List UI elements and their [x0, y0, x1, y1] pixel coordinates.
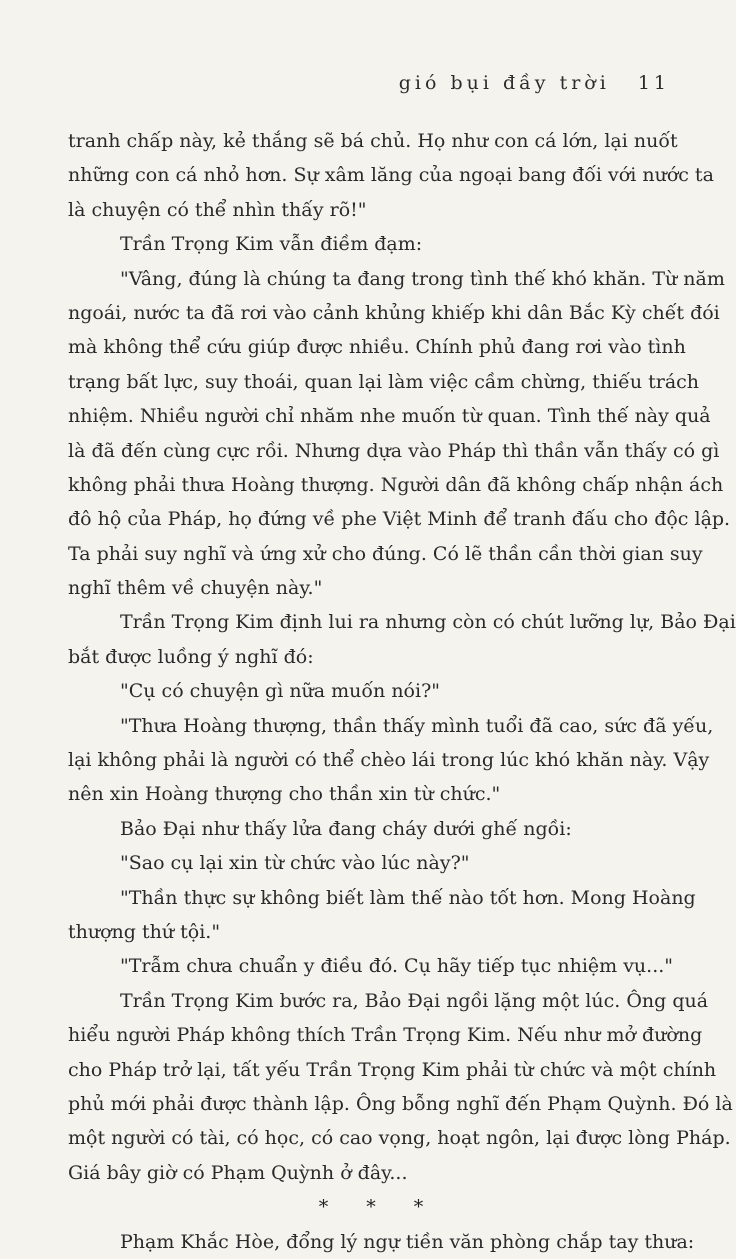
text-line: tranh chấp này, kẻ thắng sẽ bá chủ. Họ như con cá lớn, lại nuốt: [68, 130, 678, 152]
text-line: trạng bất lực, suy thoái, quan lại làm việc cầm chừng, thiếu trách: [68, 370, 700, 393]
text-line: một người có tài, có học, có cao vọng, hoạt ngôn, lại được lòng Pháp.: [68, 1127, 731, 1150]
body-text: [68, 124, 736, 1259]
text-line: cho Pháp trở lại, tất yếu Trần Trọng Kim phải từ chức và một chính: [68, 1058, 717, 1081]
text-line: những con cá nhỏ hơn. Sự xâm lăng của ngoại bang đối với nước ta: [68, 164, 714, 187]
text-line: nhiệm. Nhiều người chỉ nhăm nhe muốn từ quan. Tình thế này quả: [68, 405, 711, 428]
text-line: không phải thưa Hoàng thượng. Người dân đã không chấp nhận ách: [68, 473, 724, 496]
text-line: "Cụ có chuyện gì nữa muốn nói?": [120, 680, 440, 703]
running-title: gió bụi đầy trời: [398, 72, 610, 94]
text-line: là chuyện có thể nhìn thấy rõ!": [68, 198, 367, 221]
text-line: nên xin Hoàng thượng cho thần xin từ chức.": [68, 783, 501, 806]
text-line: "Thưa Hoàng thượng, thần thấy mình tuổi đã cao, sức đã yếu,: [120, 714, 714, 737]
text-line: phủ mới phải được thành lập. Ông bỗng nghĩ đến Phạm Quỳnh. Đó là: [68, 1092, 733, 1115]
text-line: hiểu người Pháp không thích Trần Trọng Kim. Nếu như mở đường: [68, 1024, 703, 1047]
text-line: lại không phải là người có thể chèo lái trong lúc khó khăn này. Vậy: [68, 749, 710, 772]
text-line: "Sao cụ lại xin từ chức vào lúc này?": [120, 852, 470, 875]
text-line: Trần Trọng Kim vẫn điềm đạm:: [120, 233, 423, 256]
text-line: "Vâng, đúng là chúng ta đang trong tình thế khó khăn. Từ năm: [120, 267, 725, 290]
text-line: Ta phải suy nghĩ và ứng xử cho đúng. Có lẽ thần cần thời gian suy: [68, 542, 703, 565]
text-line: đô hộ của Pháp, họ đứng về phe Việt Minh để tranh đấu cho độc lập.: [68, 508, 731, 531]
text-line: Giá bây giờ có Phạm Quỳnh ở đây...: [68, 1161, 408, 1184]
text-line: Trần Trọng Kim định lui ra nhưng còn có chút lưỡng lự, Bảo Đại: [120, 611, 736, 634]
page-number: 11: [637, 72, 670, 94]
text-line: ngoái, nước ta đã rơi vào cảnh khủng khiếp khi dân Bắc Kỳ chết đói: [68, 301, 720, 324]
running-header: [399, 72, 670, 94]
text-line: "Thần thực sự không biết làm thế nào tốt hơn. Mong Hoàng: [120, 886, 696, 909]
section-separator: * * *: [318, 1196, 440, 1219]
text-line: "Trẫm chưa chuẩn y điều đó. Cụ hãy tiếp tục nhiệm vụ...": [120, 955, 674, 978]
text-line: mà không thể cứu giúp được nhiều. Chính phủ đang rơi vào tình: [68, 336, 686, 359]
text-line: Trần Trọng Kim bước ra, Bảo Đại ngồi lặng một lúc. Ông quá: [120, 989, 709, 1012]
text-line: thượng thứ tội.": [68, 920, 221, 943]
text-line: Bảo Đại như thấy lửa đang cháy dưới ghế ngồi:: [120, 817, 572, 840]
text-line: là đã đến cùng cực rồi. Nhưng dựa vào Pháp thì thần vẫn thấy có gì: [68, 439, 720, 462]
text-line: bắt được luồng ý nghĩ đó:: [68, 645, 314, 668]
text-line: nghĩ thêm về chuyện này.": [68, 577, 323, 600]
text-line: Phạm Khắc Hòe, đổng lý ngự tiền văn phòng chắp tay thưa:: [120, 1230, 695, 1253]
